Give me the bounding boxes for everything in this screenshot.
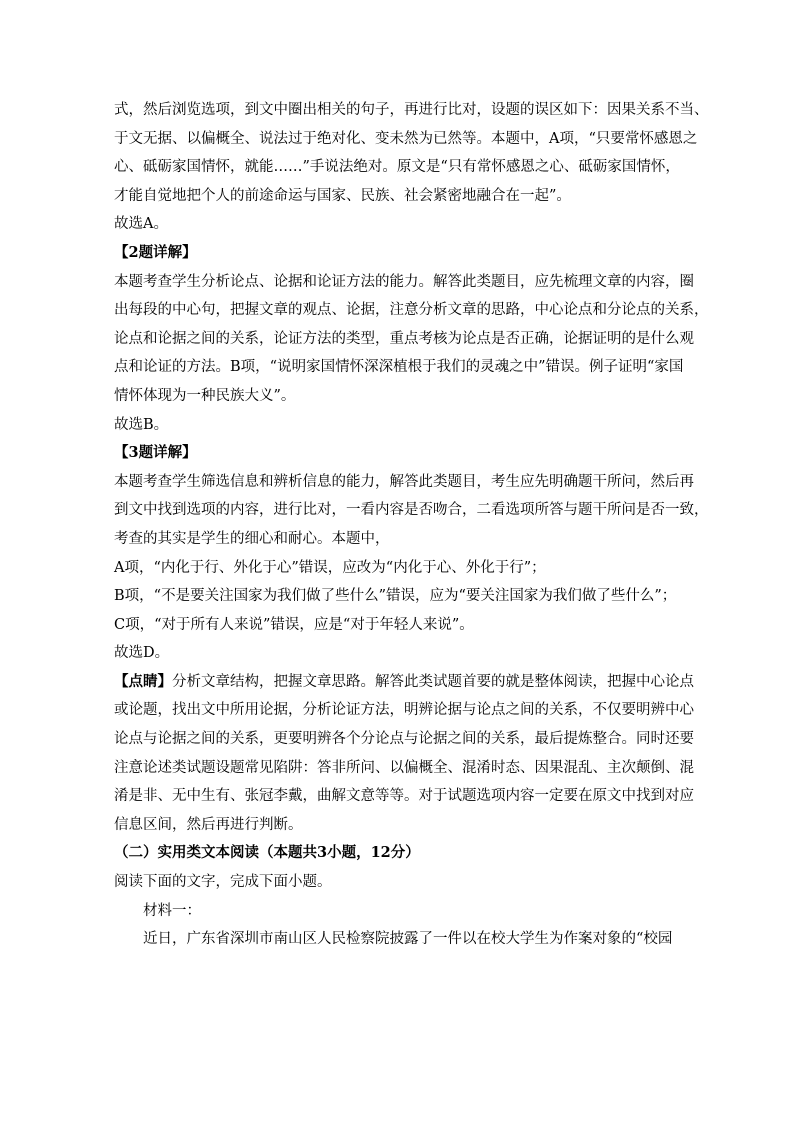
dianjing-label: 【点睛】 xyxy=(114,672,172,690)
text-line: 出每段的中心句，把握文章的观点、论据，注意分析文章的思路，中心论点和分论点的关系， xyxy=(114,302,709,319)
section-title: （二）实用类文本阅读（本题共3小题，12分） xyxy=(114,844,420,862)
text-line: 于文无据、以偏概全、说法过于绝对化、变未然为已然等。本题中，A项，“只要常怀感恩之 xyxy=(114,130,698,147)
dianjing-text: 分析文章结构，把握文章思路。解答此类试题首要的就是整体阅读，把握中心论点 xyxy=(172,673,694,690)
text-line: 到文中找到选项的内容，进行比对，一看内容是否吻合，二看选项所答与题干所问是否一致， xyxy=(114,502,709,519)
instruction-line: 阅读下面的文字，完成下面小题。 xyxy=(114,874,332,891)
text-line: 本题考查学生筛选信息和辨析信息的能力，解答此类题目，考生应先明确题干所问，然后再 xyxy=(114,473,694,490)
text-line: 心、砥砺家国情怀，就能……”手说法绝对。原文是“只有常怀感恩之心、砥砺家国情怀， xyxy=(114,159,680,176)
dianjing-line xyxy=(114,668,694,697)
section-heading: 【3题详解】 xyxy=(114,444,197,462)
text-line: 注意论述类试题设题常见陷阱：答非所问、以偏概全、混淆时态、因果混乱、主次颠倒、混 xyxy=(114,759,694,776)
text-line: 论点与论据之间的关系，更要明辨各个分论点与论据之间的关系，最后提炼整合。同时还要 xyxy=(114,731,694,748)
option-line: B项，“不是要关注国家为我们做了些什么”错误，应为“要关注国家为我们做了些什么”； xyxy=(114,588,677,605)
option-line: A项，“内化于行、外化于心”错误，应改为“内化于心、外化于行”； xyxy=(114,559,546,576)
section-heading: 【2题详解】 xyxy=(114,243,197,261)
answer-line: 故选D。 xyxy=(114,645,170,662)
answer-line: 故选A。 xyxy=(114,216,168,233)
text-line: 式，然后浏览选项，到文中圈出相关的句子，再进行比对，设题的误区如下：因果关系不当、 xyxy=(114,102,709,118)
text-line: 近日，广东省深圳市南山区人民检察院披露了一件以在校大学生为作案对象的“校园 xyxy=(143,931,673,948)
text-line: 或论题，找出文中所用论据，分析论证方法，明辨论据与论点之间的关系，不仅要明辨中心 xyxy=(114,702,694,719)
text-line: 论点和论据之间的关系，论证方法的类型，重点考核为论点是否正确，论据证明的是什么观 xyxy=(114,330,694,347)
document-page xyxy=(114,96,709,954)
answer-line: 故选B。 xyxy=(114,416,169,433)
text-line: 信息区间，然后再进行判断。 xyxy=(114,816,303,833)
text-line: 考查的其实是学生的细心和耐心。本题中， xyxy=(114,530,390,547)
text-line: 淆是非、无中生有、张冠李戴，曲解文意等等。对于试题选项内容一定要在原文中找到对应 xyxy=(114,788,694,805)
text-line: 情怀体现为一种民族大义”。 xyxy=(114,387,296,404)
material-label: 材料一： xyxy=(143,902,201,919)
text-line: 点和论证的方法。B项，“说明家国情怀深深植根于我们的灵魂之中”错误。例子证明“家国 xyxy=(114,359,684,376)
option-line: C项，“对于所有人来说”错误，应是“对于年轻人来说”。 xyxy=(114,616,474,633)
text-line: 才能自觉地把个人的前途命运与国家、民族、社会紧密地融合在一起”。 xyxy=(114,187,571,204)
text-line: 本题考查学生分析论点、论据和论证方法的能力。解答此类题目，应先梳理文章的内容，圈 xyxy=(114,273,694,290)
